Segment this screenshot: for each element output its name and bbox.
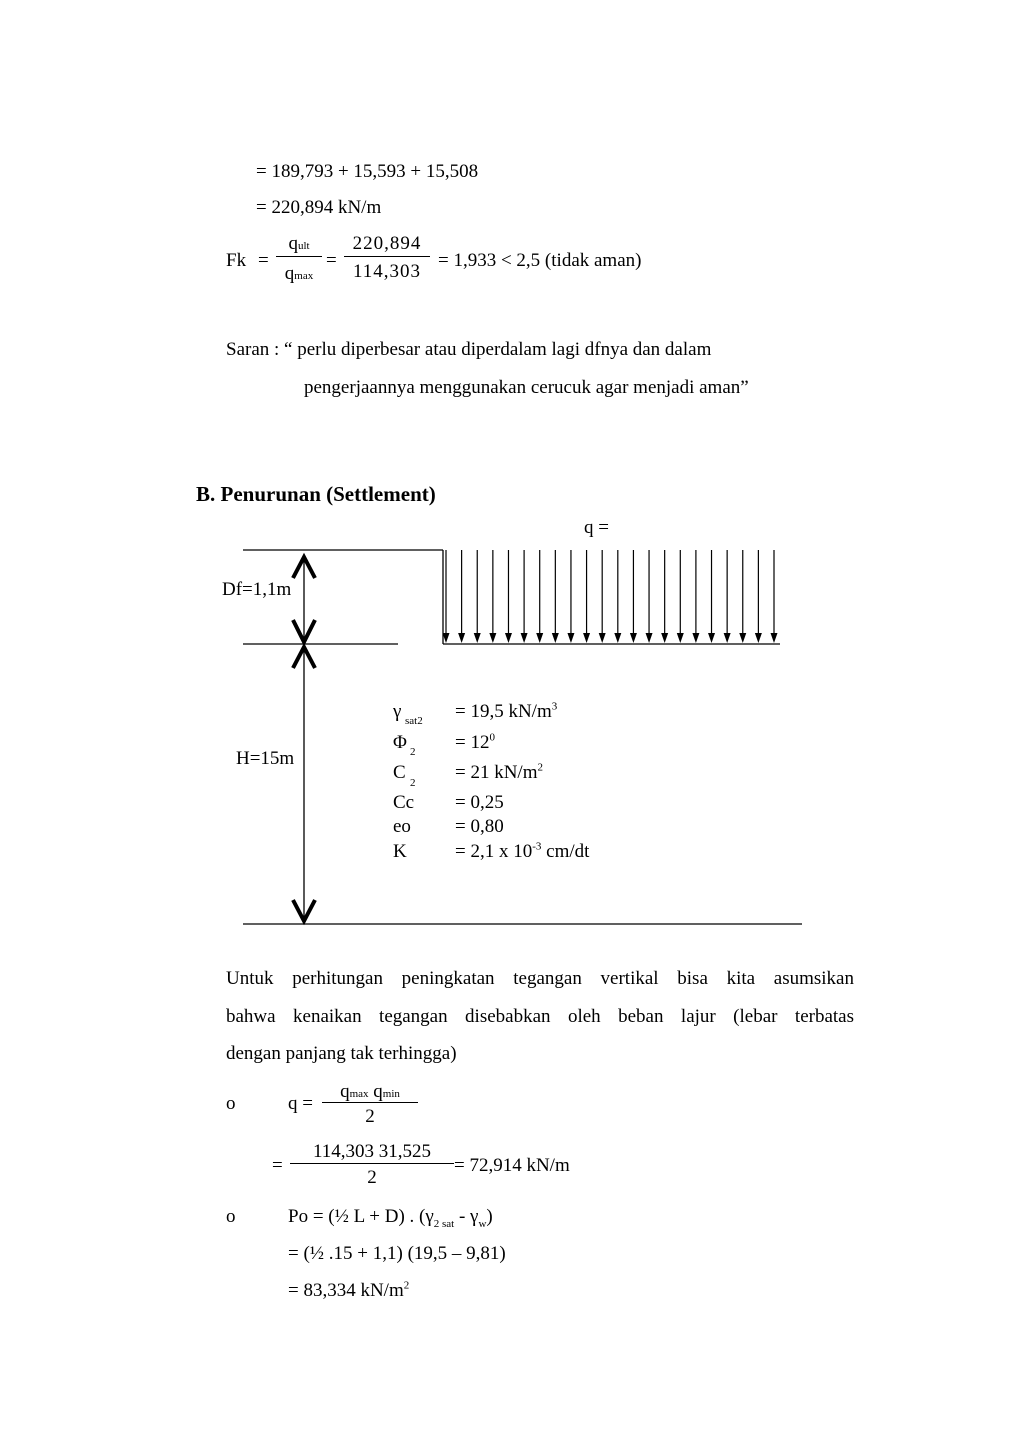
- po-formula-line-3: = 83,334 $kN/m^2$: [288, 1279, 410, 1301]
- load-q-label: q =: [584, 517, 609, 538]
- fk-label: Fk: [226, 250, 247, 271]
- phi-symbol: Φ: [393, 732, 407, 753]
- gamma-subscript: sat2: [405, 715, 423, 727]
- load-arrow: [583, 550, 590, 643]
- q-value-fraction: [290, 1140, 454, 1190]
- q-formula-numerator: qmax qmin: [340, 1081, 400, 1102]
- fk-equals: =: [258, 250, 269, 271]
- q-formula-denominator: 2: [365, 1106, 375, 1127]
- load-arrow: [567, 550, 574, 643]
- q-formula-fraction: [322, 1080, 418, 1130]
- phi-subscript: 2: [410, 746, 416, 758]
- q-result: = 72,914 kN/m: [454, 1155, 570, 1176]
- c-subscript: 2: [410, 777, 416, 789]
- paragraph-line-2: bahwa kenaikan tegangan disebabkan oleh beban lajur (lebar terbatas: [226, 1006, 854, 1027]
- fraction-denominator: qmax: [284, 263, 314, 284]
- q-formula-lhs: q =: [288, 1093, 313, 1114]
- section-heading: B. Penurunan (Settlement): [196, 482, 436, 506]
- load-arrow: [646, 550, 653, 643]
- load-arrow: [739, 550, 746, 643]
- q-value-bar: [290, 1163, 454, 1164]
- k-value: = 2,1 x $10^{-3}$ cm/dt: [455, 840, 590, 862]
- q-value-equals: =: [272, 1155, 283, 1176]
- eo-value: = 0,80: [455, 816, 504, 837]
- paragraph-line-3: dengan panjang tak terhingga): [226, 1043, 457, 1064]
- load-arrow: [599, 550, 606, 643]
- fraction-numerator: qult: [288, 233, 310, 254]
- load-arrow: [692, 550, 699, 643]
- load-arrow: [489, 550, 496, 643]
- q-formula-bar: [322, 1102, 418, 1103]
- eo-symbol: eo: [393, 816, 411, 837]
- q-value-denominator: 2: [367, 1167, 377, 1188]
- h-label: H=15m: [236, 748, 295, 769]
- load-arrow: [474, 550, 481, 643]
- calc-line-1: = 189,793 + 15,593 + 15,508: [256, 161, 479, 182]
- cc-symbol: Cc: [393, 792, 415, 813]
- bullet-1: o: [226, 1093, 236, 1114]
- bullet-2: o: [226, 1206, 236, 1227]
- load-arrow: [505, 550, 512, 643]
- load-arrow: [661, 550, 668, 643]
- load-arrow: [614, 550, 621, 643]
- saran-line-2: pengerjaannya menggunakan cerucuk agar menjadi aman”: [304, 377, 749, 398]
- load-arrow: [771, 550, 778, 643]
- gamma-value: = 19,5 $kN/m^3$: [455, 700, 558, 722]
- paragraph-line-1: Untuk perhitungan peningkatan tegangan vertikal bisa kita asumsikan: [226, 968, 854, 989]
- po-formula-line-2: = (½ .15 + 1,1) (19,5 – 9,81): [288, 1243, 506, 1264]
- phi-value: = $12^0$: [455, 731, 495, 753]
- c-value: = 21 $kN/m^2$: [455, 761, 543, 783]
- po-formula-line-1: Po = (½ L + D) . $(\gamma_{2 sat} - \gamma_w)$: [288, 1206, 493, 1230]
- load-arrow: [536, 550, 543, 643]
- load-arrow: [458, 550, 465, 643]
- gamma-symbol: γ: [393, 701, 402, 722]
- load-arrow: [630, 550, 637, 643]
- fraction-denominator-value: 114,303: [352, 261, 422, 282]
- df-label: Df=1,1m: [222, 579, 292, 600]
- saran-line-1: Saran : “ perlu diperbesar atau diperdalam lagi dfnya dan dalam: [226, 339, 712, 360]
- calc-line-2: = 220,894 kN/m: [256, 197, 382, 218]
- load-arrow: [708, 550, 715, 643]
- fk-result: = 1,933 < 2,5 (tidak aman): [438, 250, 642, 271]
- fraction-numerator-value: 220,894: [352, 233, 422, 254]
- q-value-numerator: 114,303 31,525: [312, 1141, 432, 1162]
- load-arrow: [755, 550, 762, 643]
- cc-value: = 0,25: [455, 792, 504, 813]
- load-arrow: [724, 550, 731, 643]
- load-arrow: [552, 550, 559, 643]
- fk-equals-2: =: [326, 250, 337, 271]
- load-arrow: [677, 550, 684, 643]
- distributed-load-arrows: [443, 550, 778, 643]
- c-symbol: C: [393, 762, 406, 783]
- load-arrow: [521, 550, 528, 643]
- k-symbol: K: [393, 841, 407, 862]
